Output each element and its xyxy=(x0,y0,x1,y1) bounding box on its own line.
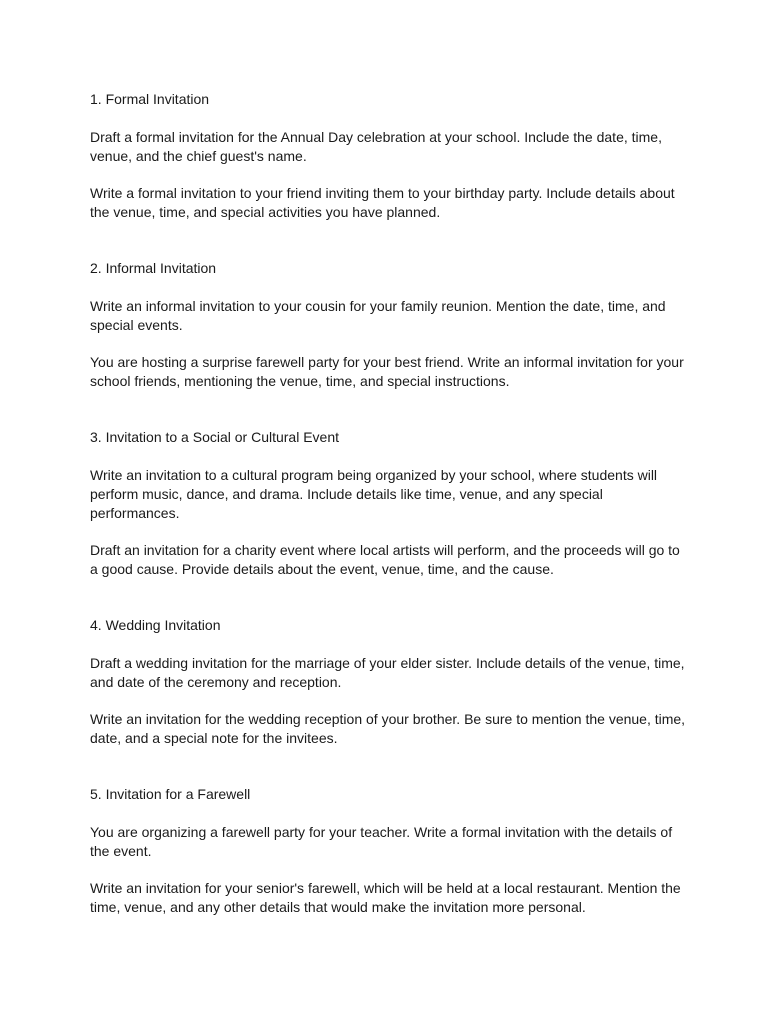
section-title: 3. Invitation to a Social or Cultural Event xyxy=(90,429,340,445)
prompt-paragraph: Write an invitation to a cultural program being organized by your school, where students will perform music, dance, and drama. Include details like time, venue, and any special performances. xyxy=(90,467,658,521)
prompt-paragraph: You are hosting a surprise farewell party for your best friend. Write an informal invitation for your school friends, mentioning the venue, time, and special instructions. xyxy=(90,354,684,389)
prompt-paragraph: Write an invitation for the wedding reception of your brother. Be sure to mention the venue, time, date, and a special note for the invitees. xyxy=(90,711,686,746)
prompt-paragraph: Write an invitation for your senior's farewell, which will be held at a local restaurant. Mention the time, venue, and any other details that would make the invitation more personal. xyxy=(90,880,681,915)
section-title: 4. Wedding Invitation xyxy=(90,617,221,633)
section-social-cultural-event xyxy=(90,428,686,579)
section-farewell-invitation xyxy=(90,785,686,917)
prompt-paragraph: You are organizing a farewell party for your teacher. Write a formal invitation with the details of the event. xyxy=(90,824,673,859)
section-title: 1. Formal Invitation xyxy=(90,91,210,107)
section-formal-invitation xyxy=(90,90,686,222)
section-title: 5. Invitation for a Farewell xyxy=(90,786,251,802)
section-wedding-invitation xyxy=(90,616,686,748)
document-page xyxy=(90,90,686,917)
prompt-paragraph: Draft a formal invitation for the Annual Day celebration at your school. Include the date, time, venue, and the chief guest's name. xyxy=(90,129,662,164)
prompt-paragraph: Write an informal invitation to your cousin for your family reunion. Mention the date, time, and special events. xyxy=(90,298,666,333)
prompt-paragraph: Draft a wedding invitation for the marriage of your elder sister. Include details of the venue, time, and date of the ceremony and reception. xyxy=(90,655,685,690)
section-title: 2. Informal Invitation xyxy=(90,260,217,276)
section-informal-invitation xyxy=(90,259,686,391)
prompt-paragraph: Draft an invitation for a charity event where local artists will perform, and the proceeds will go to a good cause. Provide details about the event, venue, time, and the cause. xyxy=(90,542,680,577)
prompt-paragraph: Write a formal invitation to your friend inviting them to your birthday party. Include details about the venue, time, and special activities you have planned. xyxy=(90,185,675,220)
